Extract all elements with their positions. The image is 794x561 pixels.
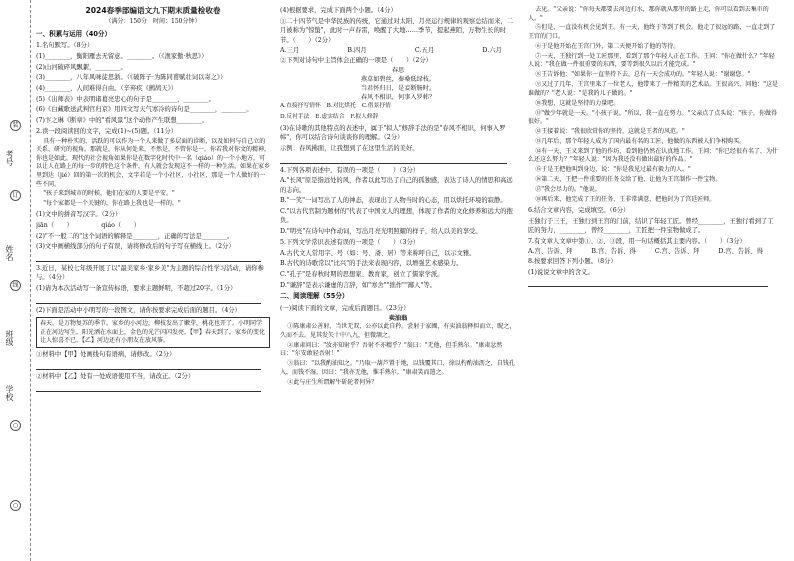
- question: 3.近日，某校七年级开展了以"最美家乡·家乡美"为主题的综合性学习活动，请你参与。（4分）: [36, 265, 264, 282]
- binding-margin: [0, 0, 31, 561]
- option[interactable]: B."一笑"一词写出了人的神态，表现出了人物当时的心态，用以烘托环境的寂静。: [280, 197, 507, 205]
- exam-meta: （满分：150分 时间：150分钟）: [105, 18, 201, 26]
- question-item: (2)下面是活动中小明写的一段图文，请你按要求完成后面的题目。（4分）: [36, 306, 241, 314]
- question-item: ①二十四节气是中华民族的传统，它通过对太阳、月亮运行规律的观察总结而来，二月被称为"惊蛰"，此时一声春雷，唤醒了大地……季节，提起燕陌，万物生长的时节。（ ）（2分）: [280, 17, 513, 44]
- question: 6.结合文章内容，完成填空。（6分）: [528, 206, 630, 214]
- options-row: [528, 247, 763, 256]
- article-paragraph: ⑤但是，一直没有机会见到王。有一天，他终于等到了机会。他走了很远的路，一直走到了王宫的门口。: [528, 24, 776, 41]
- passage-quote: "每个家都是一个关键的，你在路上我也是一样的。": [43, 200, 181, 208]
- poem-line: 春风不相识，何事入罗帏？: [360, 94, 436, 102]
- answer-line[interactable]: [36, 383, 261, 392]
- poem-title: 春思: [391, 67, 405, 75]
- material-box: 春天，是万物复苏的季节。家乡的小河边，柳枝发出了嫩芽，桃花也开了。小明同学正在河边写生。阳光洒在水面上，金色的光芒闪闪发亮。【甲】春天到了，家乡的变化让人惊喜不已。【乙】河边还有小朋友在放风筝。: [36, 317, 270, 348]
- question: 1.名句默写。（8分）: [36, 42, 94, 50]
- article-paragraph: ⑱再后来，他完成了王的任务，王非常满意，把他封为了宫廷匠师。: [535, 196, 716, 204]
- article-paragraph: ⑰"我会尽力的。"他说。: [535, 186, 601, 194]
- option[interactable]: A."长风"原是指远处的风，作者以此写出了自己的孤独感，表达了诗人的情思和高远的志向。: [280, 177, 513, 194]
- article-paragraph: 去见。"父亲说："你每天都要去河边打水，那你就从那里的路上走，你可以看到去集市的人。": [528, 6, 769, 22]
- question: 7.有文章人文章中第①、②、③段，用一句话概括其主要内容。（ ）（3分）: [528, 237, 746, 245]
- article-paragraph: ⑧王告诉他："如果你一直坚持下去，总有一天会成功的。"年轻人说："谢谢您。": [535, 71, 751, 79]
- question-item: ②材料中【乙】处有一处成语使用不当，请改正。（2分）: [36, 373, 195, 381]
- binding-label-class: 班级: [5, 330, 14, 346]
- option[interactable]: A.古代文人常用字、号（如：号、斋、居）等来称呼自己，以示文雅。: [280, 249, 476, 257]
- option[interactable]: C."孔子"是春秋时期的思想家、教育家，创立了儒家学派。: [280, 270, 444, 278]
- answer-line[interactable]: [36, 253, 261, 262]
- binding-dot: 装: [10, 120, 21, 131]
- answer-line[interactable]: [528, 278, 768, 287]
- poem-line: 燕草如碧丝，秦桑低绿枝。: [360, 76, 436, 84]
- option[interactable]: B.四月: [347, 47, 367, 55]
- option[interactable]: C.五月: [414, 47, 435, 55]
- article-paragraph: ⑭有一天，王又来到了他的作坊，看到他仍然在认真地工作。王问："你已经很有名了，为什么还这么努力？"年轻人说："因为我还没有做出最好的作品。": [528, 147, 778, 164]
- article-paragraph: ⑦一天，王独行到一处工匠那里，看到了那个年轻人正在工作。王问："你在做什么？"年轻人说："我在做一件很重要的东西，要等到很久以后才能完成。": [528, 52, 775, 69]
- article-paragraph: ⑪"做少年就是一天。"小孩子说。"所以，我一直在努力。"父亲点了点头说："孩子，你做得很好。": [528, 109, 777, 126]
- binding-dot: ○: [10, 420, 21, 431]
- column-3: [528, 6, 778, 554]
- question: 2.读一段阅读回的文字，完成(1)~(5)题。（11分）: [36, 127, 178, 135]
- answer-line[interactable]: [36, 361, 261, 370]
- article-paragraph: ③翁曰："以我酌油知之。"乃取一葫芦置于地，以钱覆其口，徐以杓酌油沥之，自钱孔入，而钱不湿。因曰："我亦无他，惟手熟尔。"康肃笑而遣之。: [280, 360, 515, 376]
- question-item: (7)卞之琳《断章》中的"看风景"这个动作产生联想________。: [36, 117, 209, 125]
- option[interactable]: D.反衬手法 E.虚实结合 F.拟人修辞: [280, 114, 379, 121]
- option[interactable]: C."以古代官制为题材的"代表了中国文人的理想，体现了作者的文化修养和远大的抱负。: [280, 208, 513, 225]
- article-title: 卖油翁: [388, 315, 408, 323]
- question-item: (1)请为本次活动写一条宣传标语，要求主题鲜明，不超过20字。（1分）: [36, 285, 237, 293]
- article-paragraph: ⑩我想，这就是坚持的力量吧。: [535, 99, 620, 107]
- option[interactable]: A.三月: [280, 47, 300, 55]
- article-paragraph: ⑯第二天，王把一件重要的任务交给了他，让他为王宫制作一件宝物。: [535, 176, 722, 184]
- option[interactable]: A.宫、告诉、拜: [528, 248, 573, 256]
- binding-dot: 线: [10, 280, 21, 291]
- question-item: (5)《出师表》中表明诸葛亮忠心的句子是________，________。: [36, 95, 215, 103]
- section-heading: 一、积累与运用（40分）: [36, 29, 112, 38]
- question-item: (6)《白藏歌送武判官归京》用四文写天气寒冷的诗句是________，________。: [36, 106, 253, 114]
- passage-quote: "孩子来到城市的时候，他们在家的人要是平安。": [43, 190, 175, 198]
- exam-title: 2024春季部编语文九下期末质量检收卷: [85, 6, 221, 15]
- article-paragraph: ②康肃问曰："汝亦知射乎？吾射不亦精乎？"翁曰："无他，但手熟尔。"康肃忿然曰："尔安敢轻吾射！": [280, 341, 503, 358]
- article-paragraph: ⑫王接着说："我很欣赏你的坚持，这就是王者的风范。": [535, 128, 685, 136]
- answer-line[interactable]: [36, 295, 261, 304]
- article-paragraph: ⑨又过了几年，王宫里来了一位老人，他带来了一件精美的艺术品。王很高兴，问他："这是谁做的？"老人说："是我的儿子做的。": [528, 81, 778, 97]
- question-item: (3)在诗歌的其他特点的表述中，属于"拟人"修辞手法的是"春风不相识，何事入罗帏"，你可以结合诗句谈谈你的理解。（2分）: [280, 124, 506, 142]
- question-item: (4)________，人间难得自由。（辛弃疾《鹧鸪天》）: [36, 85, 178, 93]
- option[interactable]: C.宫、告诉、拜: [654, 248, 700, 256]
- question-item: 王独行于三王，王独行到王宫的门前，结识了年轻工匠。曾经________，王独行看到了工匠的努力，________，曾经________，工匠把一件宝物做成了。: [528, 217, 774, 235]
- column-1: [36, 6, 270, 554]
- option[interactable]: D.六月: [482, 47, 502, 55]
- question-item: (1)说说文章中的含义。: [528, 268, 594, 276]
- question: (4)根据要求，完成下面两个小题。（4分）: [280, 7, 397, 14]
- option[interactable]: A.直接抒写情怀 B.对比烘托 C.借景抒情: [280, 103, 391, 110]
- column-2: [280, 6, 516, 554]
- question-item: ①材料中【甲】处画线句有语病，请修改。（2分）: [36, 351, 176, 359]
- binding-label-name: 姓名: [5, 245, 14, 261]
- binding-dot: ○: [10, 500, 21, 511]
- binding-dot: 订: [10, 190, 21, 201]
- option[interactable]: B.古代的诗歌常以"比兴"的手法来表现内容，以增强艺术感染力。: [280, 260, 463, 268]
- option[interactable]: D.宫、告诉、得: [718, 248, 763, 256]
- question-item: (1)文中的拼音写汉字。（2分）: [36, 211, 122, 219]
- question-item: (1)________，衡阳雁去无留意。________。（《渔家傲·秋思》）: [36, 52, 208, 60]
- article-paragraph: ①陈康肃公善射，当世无双，公亦以此自矜。尝射于家圃，有卖油翁释担而立，睨之，久而不去。见其发矢十中八九，但微颔之。: [280, 323, 516, 339]
- poem-line: 当君怀归日，是妾断肠时。: [360, 85, 436, 93]
- question-item: (2)山河破碎风飘絮，________。: [36, 63, 127, 71]
- article-paragraph: ⑬几年后，那个年轻人成为了国内最有名的工匠，他做的东西被人们争相购买。: [535, 137, 746, 145]
- part-heading: (一)阅读下面的文章，完成后面题目。（23分）: [280, 304, 410, 312]
- section-heading: 二、阅读理解（55分）: [280, 292, 349, 301]
- question: 8.按要求回答下列小题。（8分）: [528, 257, 617, 265]
- option[interactable]: D."谦辞"是表示谦虚的言辞，如"寒舍""拙作""鄙人"等。: [280, 281, 436, 289]
- article-paragraph: ④此与庄生所谓解牛斫轮者何异？: [287, 378, 378, 386]
- binding-label-exam-number: 考号: [5, 150, 14, 166]
- reading-passage: 具有一种朴实的、活跃的可以作为一个人来做了多层面的诊断，以及如何与自己立的关系、研究的视角。那就是，你从何处来，不然是，不管你是一，你若我对你文的精神，你也是如此，现代的社会视角如果你是在数字化时代中一名（qiáo）的一个小地方，可以让人在路上的每一步的特色这个条件，有人就会发现这不一样的一种生活。如果在家乡里到达（jié）回的第一次的机会，文字若是一个小社区，小社区，那是一个人做好的一些不同。: [36, 137, 270, 188]
- answer-example: 示例：春风拂面，让我想到了在这里生活的美好。: [280, 144, 419, 152]
- question-item: ②下列对诗句中主旨体会正确的一项是（ ）（2分）: [280, 56, 432, 64]
- option[interactable]: D."明亮"在诗句中作动词，写出月亮光明照耀的样子，给人以美的享受。: [280, 228, 482, 236]
- option[interactable]: B.宫、告诉、得: [591, 248, 636, 256]
- binding-label-school: 学校: [5, 385, 14, 401]
- question: 5.下列文学常识表述有误的一项是（ ）（3分）: [280, 238, 420, 246]
- question-item: (3)________，八年风味徒思浙。（《破阵子·为陈同甫赋壮词以寄之》）: [36, 74, 227, 82]
- question-item: (3)文中画横线部分的句子有误，请将修改后的句子写在横线上。（2分）: [36, 243, 235, 251]
- article-paragraph: ⑮于是王把他叫到身边，说："你是我见过最有毅力的人。": [535, 166, 691, 174]
- pinyin-answer: jiān（ ） qiáo（ ）: [36, 221, 141, 229]
- article-paragraph: ⑥于是他开始在王宫门外，第二天便开始了他的等待。: [535, 42, 680, 50]
- question-item: (2)"不一般二的"这个词语的解释是________，正确的写法是________。: [36, 232, 234, 240]
- question: 4.下列各项表述中，有误的一项是（ ）（3分）: [280, 166, 420, 174]
- answer-line[interactable]: [280, 155, 507, 164]
- options-row: [280, 46, 502, 55]
